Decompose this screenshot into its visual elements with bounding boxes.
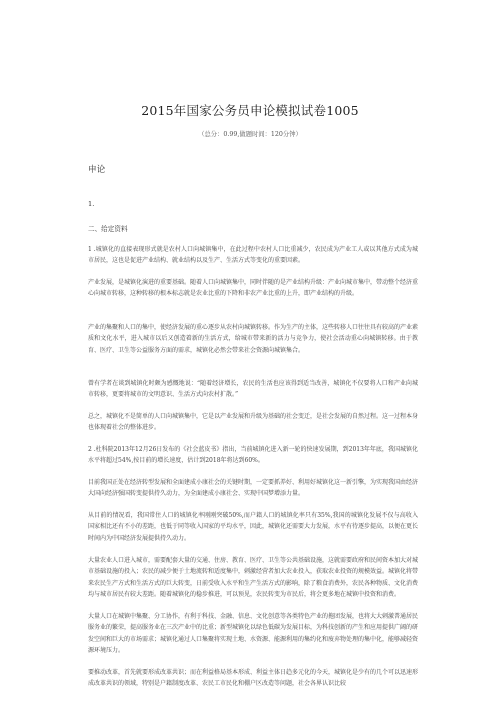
paragraph-9: 大量农业人口进入城市，需要配套大量的交通、住房、教育、医疗、卫生等公共基础设施，这就需要政府和民间资本加大对城市基础设施的投入；农民的减少便于土地流转和适度集中，刺激经营者加大农业投入，获取农业投资的规模效益。城镇化将带来农民生产方式和生活方式的巨大转变，日前受收入水平和生产生活方式的影响，除了粮食消费外，农民各种物质、文化消费均与城市居民有较大差距。随着城镇化的稳步推进，可以预见，农民转变为市民后，将会更多地在城镇中投资和消费。	[88, 557, 419, 598]
section-heading: 申论	[88, 165, 106, 175]
paragraph-6: 2 .杜科院2013年12月26日发布的《社会蓝皮书》指出，当前城镇化进入新一轮的快速发展期，到2013年年底，我国城镇化水平将超过54%,按目前的增长速度，估计到2018年将达到60%。	[88, 446, 418, 465]
paragraph-4: 曾有学者在谈到城镇化时颇为感慨地说：“随着经济增长，农民的生活也应该得到适当改善，城镇化不仅要将人口和产业向城市转移，更要将城市的文明意识、生活方式向农村扩散。”	[88, 380, 418, 399]
paragraph-1: 1 .城镇化的直接表现形式就是农村人口向城镇集中，在此过程中农村人口比重减少，农民成为产业工人或以其他方式成为城市居民，这也是促进产业结构、就业结构以及生产、生活方式等变化的重要因素。	[88, 246, 418, 265]
given-materials-heading: 二、给定资料	[88, 225, 128, 233]
paragraph-10: 大量人口在城镇中集聚、分工协作，有利于科技、金融、信息、文化创意等各类特色产业的拖团发展，也将大大刺激普通居民服务业的繁荣，提高服务业在三次产业中的比重；新型城镇化以绿色低碳为发展目标，为科技创新的产生和应用提供广阔的研发空间和巨大的市场需求；城镇化通过人口集聚将实现土地、水资源、能源利用的集约化和废弃物处理的集中化，能够减轻资源环境压力。	[88, 613, 419, 654]
paragraph-3: 产业的集聚和人口的集中，使经济发展的重心逐步从农村向城镇转移。作为生产的主体，这些转移人口往往具有较高的产业素质和文化水平，进入城市以后又创造着新的生活方式，给城市带来新的活力与竞争力，使社会活动重心向城镇转移。由于教育、医疗、卫生等公益服务方面的需求，城镇化必然会带来社会资源向城镇集合。	[88, 324, 419, 354]
exam-meta: （总分：0.99,做题时间：120分钟）	[198, 131, 302, 138]
paragraph-2: 产业发展，是城镇化演进的重要基础。随着人口向城镇集中，同时伴随的是产业结构升级：产业向城市集中，带动整个经济重心向城市转移，这种转移的根本标志就是农业比重的下降和非农产业比重的上升，即产业结构的升级。	[88, 279, 419, 298]
paragraph-5: 总之，城镇化不是简单的人口向城镇集中，它是以产业发展和升级为基础的社会变迁，是社会发展的自然过程。这一过程本身也体现着社会的整体进步。	[88, 413, 419, 432]
document-title: 2015年国家公务员申论模拟试卷1005	[141, 103, 359, 118]
paragraph-11: 要推动改革，首先就要形成改革共识；而在利益格局基本形成、利益主体日趋多元化的今天，城镇化是少有的几个可以迅速形成改革共识的领域，特别是户籍制度改革、农民工市民化和棚户区改造等问题，社会各界认识比较	[88, 669, 419, 688]
paragraph-7: 目前我国正处在经济转型发展和全面建成小康社会的关键时期，一定要抓养好、利用好城镇化这一新引擎，为实现我国由经济大国向经济强国转变提供持久动力，为全面建成小康社会、实现中国梦增添力量。	[88, 479, 419, 498]
paragraph-8: 从目前的情况看，我国常住人口的城镇化率刚刚突破50%,而户籍人口的城镇化率只有35%,我国的城镇化发展不仅与高收入国家相比还有不小的差距，也低于同等收入国家的平均水平，因此，城镇化还需要大力发展，水平有待逐步提高，以便在更长时间内为中国经济发展提供持久动力。	[88, 512, 419, 542]
question-number: 1.	[88, 200, 95, 208]
